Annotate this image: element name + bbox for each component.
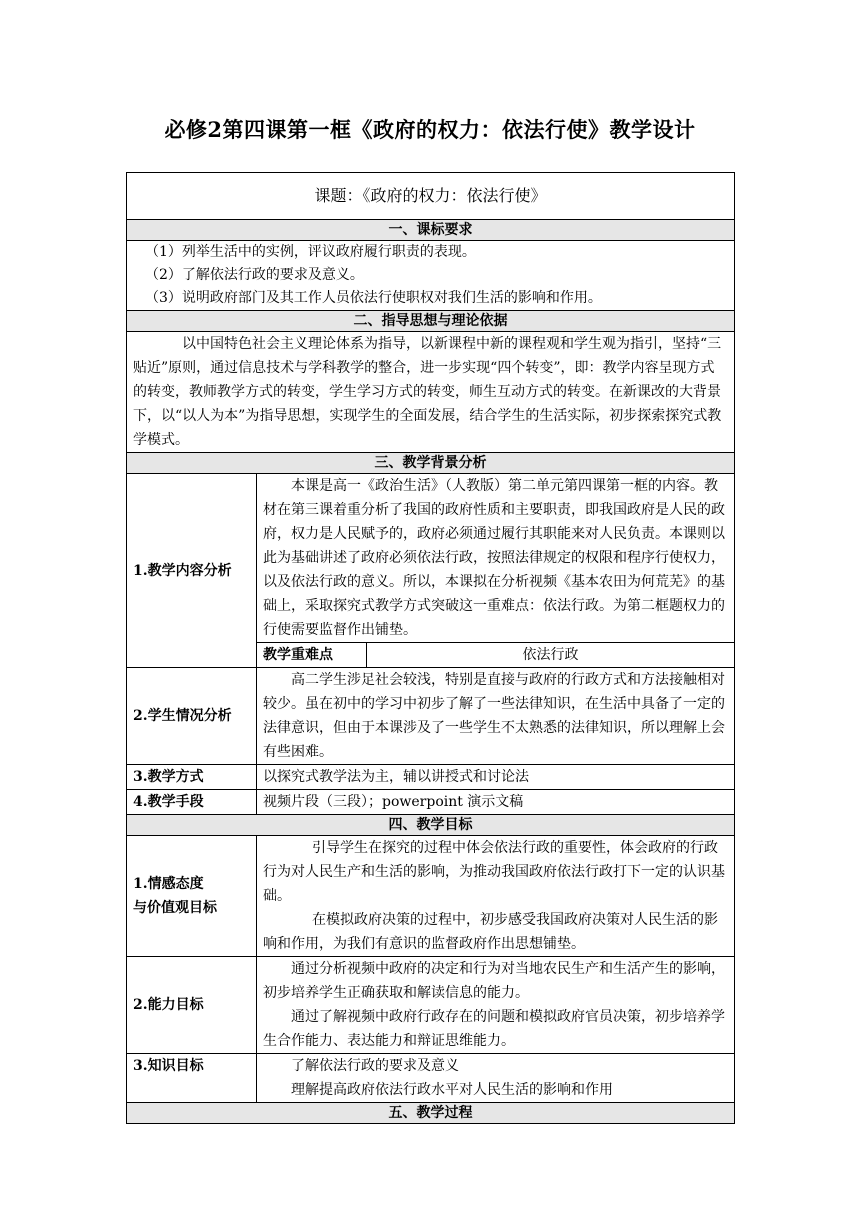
section-header-objectives: 四、教学目标 xyxy=(127,815,735,836)
section-header-background: 三、教学背景分析 xyxy=(127,453,735,474)
emotion-label-line-2: 与价值观目标 xyxy=(133,900,217,916)
standard-item-3: （3）说明政府部门及其工作人员依法行使职权对我们生活的影响和作用。 xyxy=(145,290,602,306)
key-point-value: 依法行政 xyxy=(367,643,735,668)
content-analysis-label: 1.教学内容分析 xyxy=(127,474,257,668)
ability-objective-text-2: 通过了解视频中政府行政存在的问题和模拟政府官员决策，初步培养学生合作能力、表达能力和辩证思维能力。 xyxy=(263,1009,725,1049)
content-analysis-text: 本课是高一《政治生活》（人教版）第二单元第四课第一框的内容。教材在第三课着重分析了我国的政府性质和主要职责，即我国政府是人民的政府，权力是人民赋予的，政府必须通过履行其职能来对人民负责。本课则以此为基础讲述了政府必须依法行政，按照法律规定的权限和程序行使权力，以及依法行政的意义。所以，本课拟在分析视频《基本农田为何荒芜》的基础上，采取探究式教学方式突破这一重难点：依法行政。为第二框题权力的行使需要监督作出铺垫。 xyxy=(263,478,725,638)
emotion-objective-row xyxy=(127,836,735,957)
teaching-method-label: 3.教学方式 xyxy=(127,765,257,790)
emotion-label-line-1: 1.情感态度 xyxy=(133,876,204,892)
section-header-standards: 一、课标要求 xyxy=(127,220,735,241)
standards-row xyxy=(127,241,735,311)
ability-objective-text-1: 通过分析视频中政府的决定和行为对当地农民生产和生活产生的影响，初步培养学生正确获取和解读信息的能力。 xyxy=(263,961,725,1001)
topic-title: 课题：《政府的权力：依法行使》 xyxy=(127,173,735,220)
section-header-process: 五、教学过程 xyxy=(127,1103,735,1124)
emotion-objective-label xyxy=(127,836,257,957)
guiding-row xyxy=(127,332,735,453)
content-analysis-row xyxy=(127,474,735,643)
emotion-objective-text-1: 引导学生在探究的过程中体会依法行政的重要性，体会政府的行政行为对人民生产和生活的影响，为推动我国政府依法行政打下一定的认识基础。 xyxy=(263,840,725,904)
key-point-label: 教学重难点 xyxy=(257,643,367,668)
emotion-objective-text-2: 在模拟政府决策的过程中，初步感受我国政府决策对人民生活的影响和作用，为我们有意识的监督政府作出思想铺垫。 xyxy=(263,912,718,952)
guiding-text: 以中国特色社会主义理论体系为指导，以新课程中新的课程观和学生观为指引，坚持“三贴近”原则，通过信息技术与学科教学的整合，进一步实现“四个转变”，即：教学内容呈现方式的转变，教师教学方式的转变，学生学习方式的转变，师生互动方式的转变。在新课改的大背景下，以“以人为本”为指导思想，实现学生的全面发展，结合学生的生活实际，初步探索探究式教学模式。 xyxy=(133,336,722,448)
standard-item-2: （2）了解依法行政的要求及意义。 xyxy=(145,267,364,283)
student-analysis-text: 高二学生涉足社会较浅，特别是直接与政府的行政方式和方法接触相对较少。虽在初中的学习中初步了解了一些法律知识，在生活中具备了一定的法律意识，但由于本课涉及了一些学生不太熟悉的法律知识，所以理解上会有些困难。 xyxy=(263,672,725,760)
knowledge-objective-text-1: 了解依法行政的要求及意义 xyxy=(291,1058,459,1074)
teaching-method-value: 以探究式教学法为主，辅以讲授式和讨论法 xyxy=(257,765,735,790)
student-analysis-row xyxy=(127,668,735,765)
teaching-means-value: 视频片段（三段）；powerpoint 演示文稿 xyxy=(257,790,735,815)
knowledge-objective-text-2: 理解提高政府依法行政水平对人民生活的影响和作用 xyxy=(291,1082,613,1098)
teaching-method-row xyxy=(127,765,735,790)
student-analysis-label: 2.学生情况分析 xyxy=(127,668,257,765)
topic-row xyxy=(127,173,735,220)
lesson-plan-table xyxy=(126,172,735,1124)
teaching-means-label: 4.教学手段 xyxy=(127,790,257,815)
ability-objective-row xyxy=(127,957,735,1054)
section-header-guiding: 二、指导思想与理论依据 xyxy=(127,311,735,332)
document-title: 必修2第四课第一框《政府的权力：依法行使》教学设计 xyxy=(164,117,696,142)
knowledge-objective-label: 3.知识目标 xyxy=(127,1054,257,1103)
ability-objective-label: 2.能力目标 xyxy=(127,957,257,1054)
knowledge-objective-row xyxy=(127,1054,735,1103)
teaching-means-row xyxy=(127,790,735,815)
standard-item-1: （1）列举生活中的实例，评议政府履行职责的表现。 xyxy=(145,244,476,260)
